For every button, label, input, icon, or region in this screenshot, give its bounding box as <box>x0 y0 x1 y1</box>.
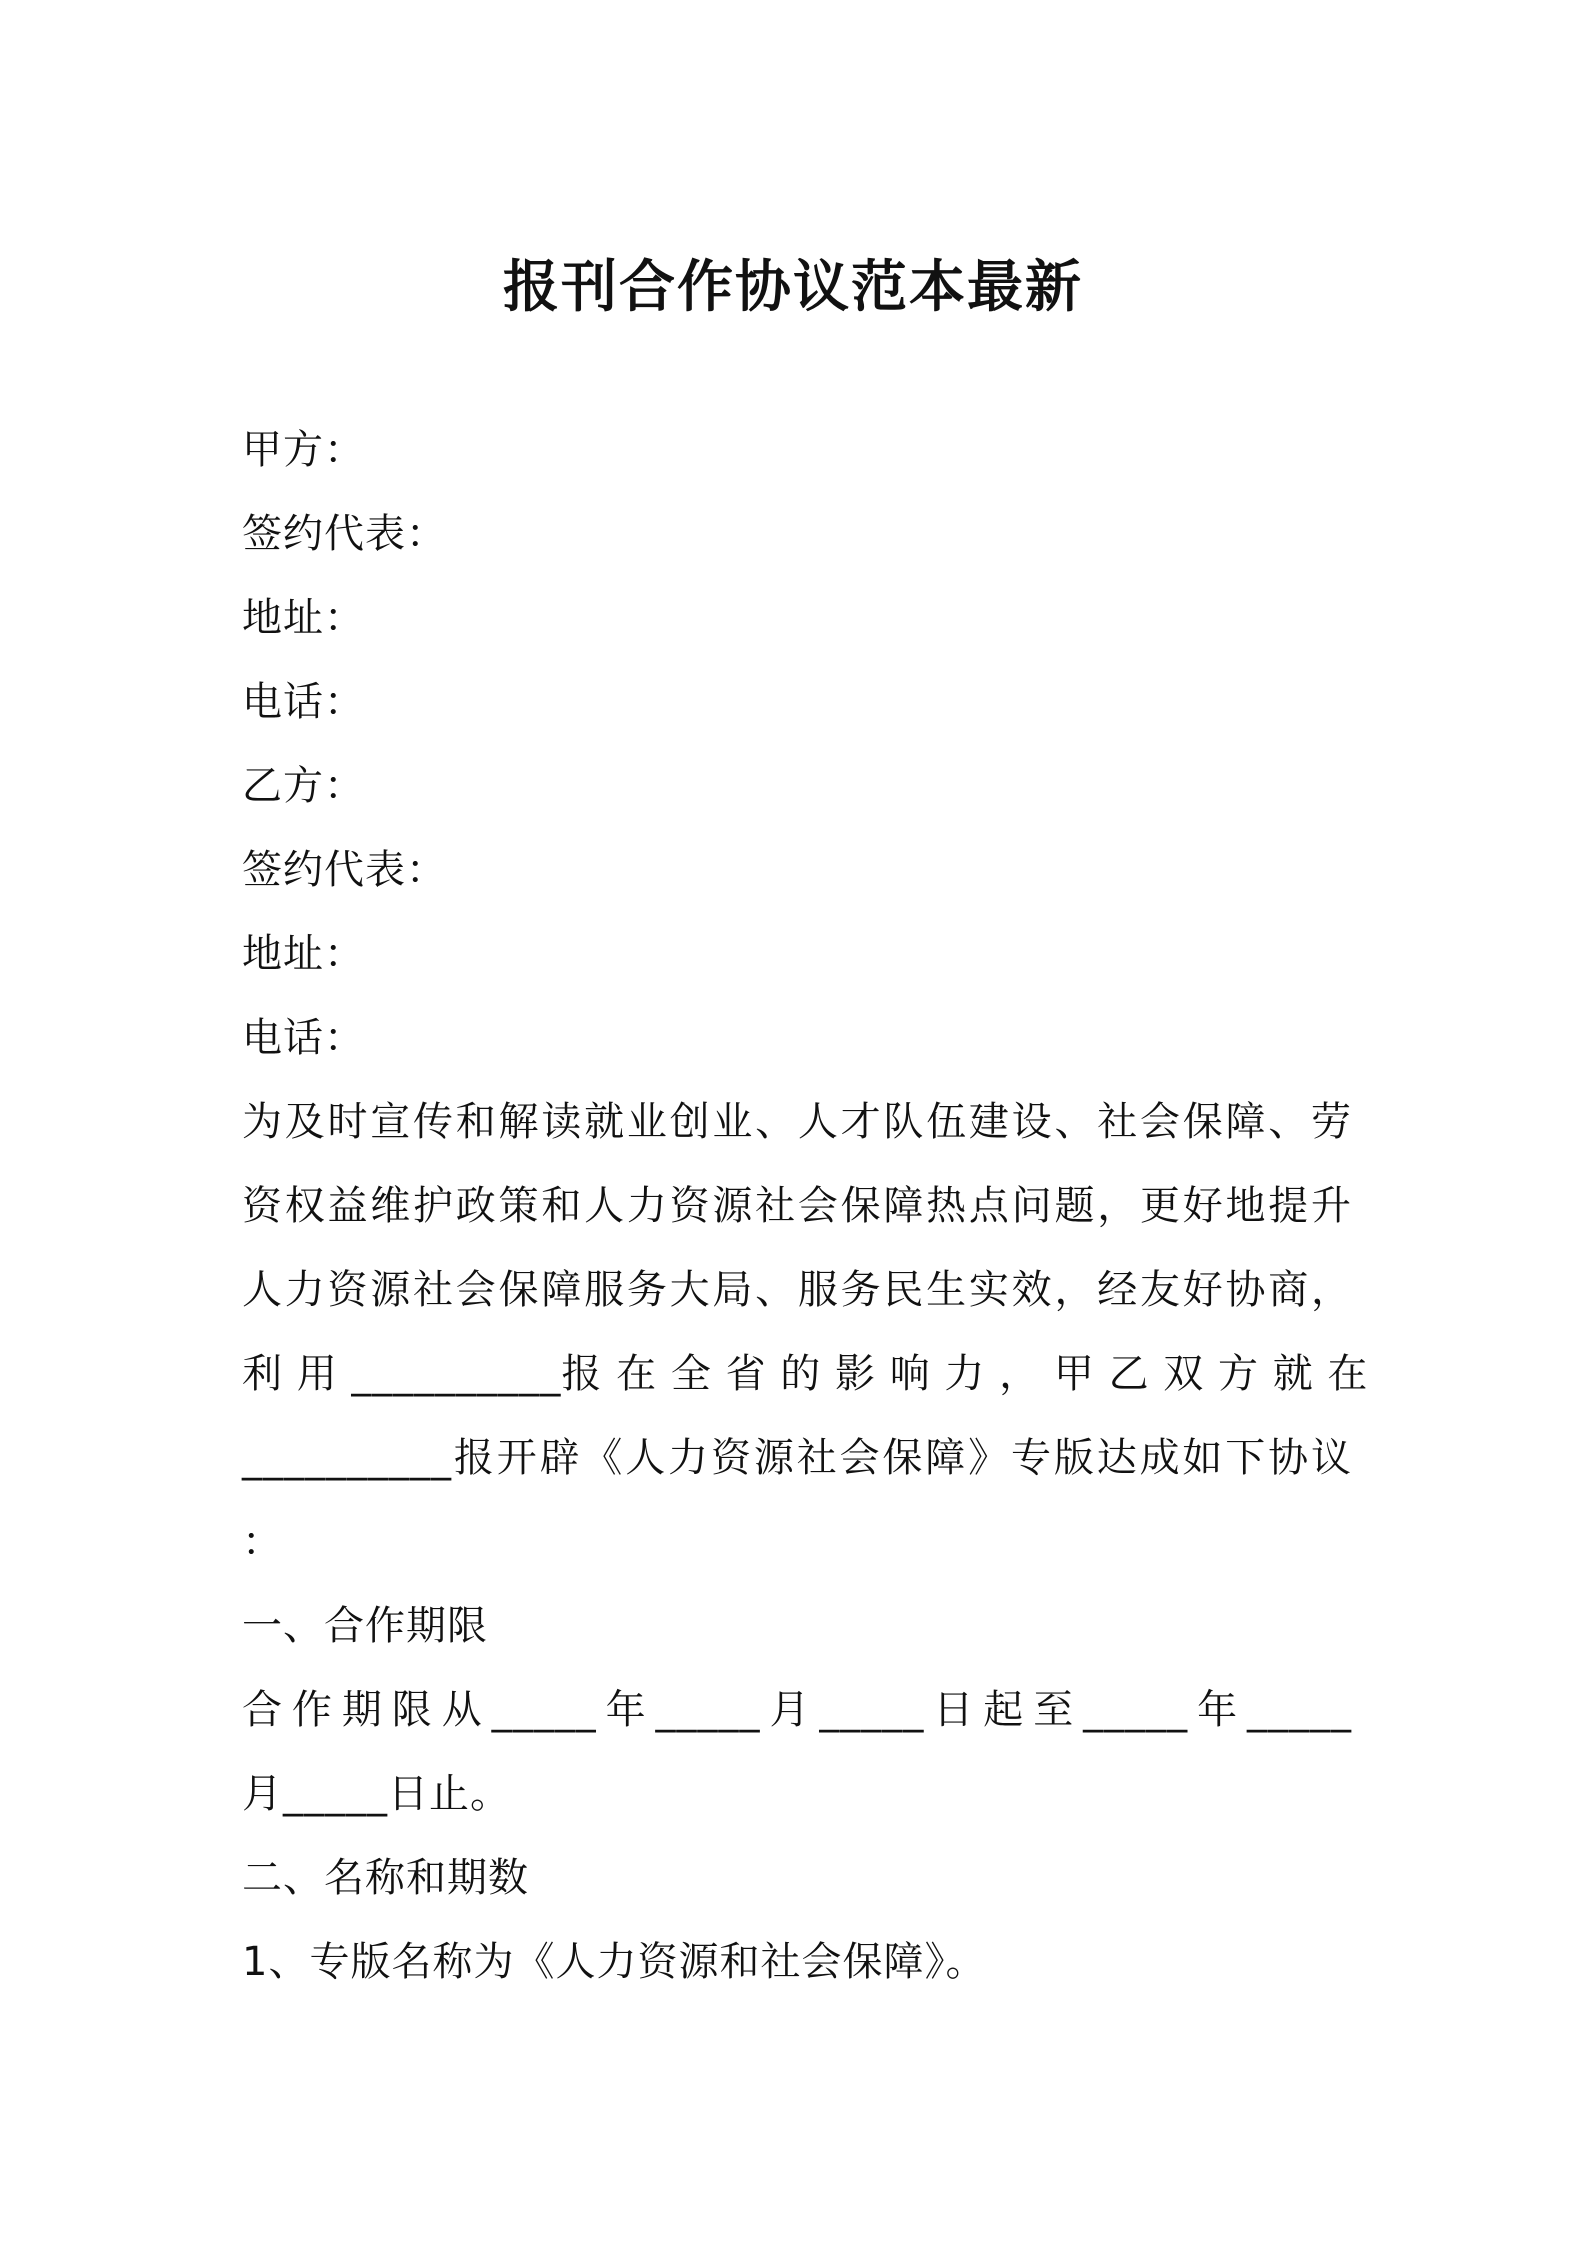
term-line: 月_____日止。 <box>242 1771 511 1817</box>
intro-line: 为及时宣传和解读就业创业、人才队伍建设、社会保障、劳 <box>242 1099 1352 1145</box>
intro-paragraph <box>242 1080 1369 1584</box>
party-a-address: 地址： <box>242 595 365 641</box>
party-b-representative: 签约代表： <box>242 847 447 893</box>
term-line: 合作期限从_____年_____月_____日起至_____年_____ <box>242 1687 1352 1733</box>
section-item-column-name: 1、专版名称为《人力资源和社会保障》。 <box>242 1939 987 1985</box>
section-heading-term: 一、合作期限 <box>242 1603 488 1649</box>
intro-line: ： <box>242 1519 283 1565</box>
party-a-label: 甲方： <box>242 427 365 473</box>
document-title: 报刊合作协议范本最新 <box>503 255 1083 320</box>
party-b-phone: 电话： <box>242 1015 365 1061</box>
intro-line: __________报开辟《人力资源社会保障》专版达成如下协议 <box>242 1435 1352 1481</box>
party-a-representative: 签约代表： <box>242 511 447 557</box>
intro-line: 利 用 __________报 在 全 省 的 影 响 力 ， 甲 乙 双 方 就 在 <box>242 1351 1369 1397</box>
section-heading-name-issues: 二、名称和期数 <box>242 1855 529 1901</box>
party-b-address: 地址： <box>242 931 365 977</box>
party-a-phone: 电话： <box>242 679 365 725</box>
intro-line: 人力资源社会保障服务大局、服务民生实效，经友好协商， <box>242 1267 1352 1313</box>
document-body <box>242 408 1369 2004</box>
party-b-label: 乙方： <box>242 763 365 809</box>
term-paragraph <box>242 1668 1352 1836</box>
intro-line: 资权益维护政策和人力资源社会保障热点问题，更好地提升 <box>242 1183 1352 1229</box>
